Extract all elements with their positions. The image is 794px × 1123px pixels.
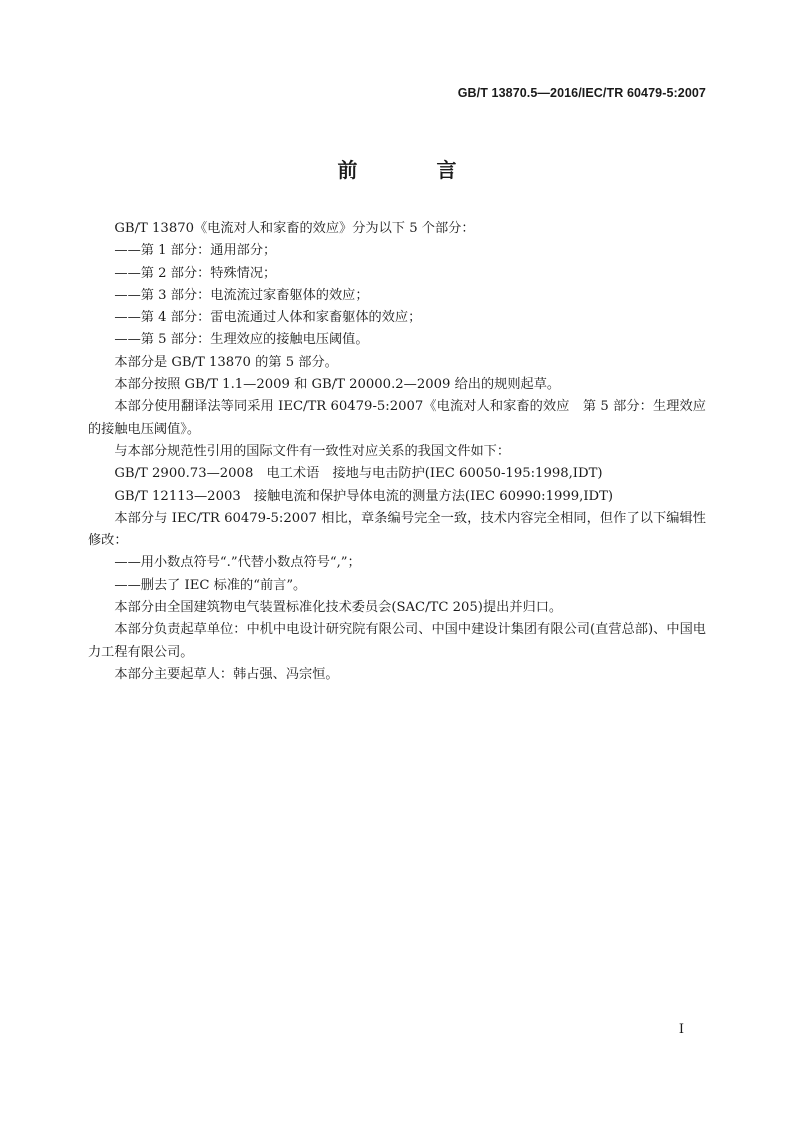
- paragraph-adoption: 本部分使用翻译法等同采用 IEC/TR 60479-5:2007《电流对人和家畜的效应 第 5 部分：生理效应的接触电压阈值》。: [88, 399, 706, 437]
- paragraph-proposer: 本部分由全国建筑物电气装置标准化技术委员会(SAC/TC 205)提出并归口。: [114, 600, 563, 616]
- paragraph-series-intro: GB/T 13870《电流对人和家畜的效应》分为以下 5 个部分：: [114, 221, 475, 236]
- paragraph-drafting-rules: 本部分按照 GB/T 1.1—2009 和 GB/T 20000.2—2009 给出的规则起草。: [114, 377, 561, 393]
- page-number: I: [678, 1022, 684, 1037]
- foreword-body: [88, 218, 706, 686]
- list-item-change-1: ——用小数点符号“.”代替小数点符号“,”；: [114, 555, 361, 571]
- list-item-part-2: ——第 2 部分：特殊情况；: [114, 265, 277, 281]
- paragraph-references-intro: 与本部分规范性引用的国际文件有一致性对应关系的我国文件如下：: [114, 443, 511, 459]
- reference-item-1: GB/T 2900.73—2008 电工术语 接地与电击防护(IEC 60050-195:1998,IDT): [114, 466, 603, 482]
- paragraph-part-statement: 本部分是 GB/T 13870 的第 5 部分。: [114, 354, 338, 370]
- list-item-part-3: ——第 3 部分：电流流过家畜躯体的效应；: [114, 287, 369, 303]
- standard-code-header: GB/T 13870.5—2016/IEC/TR 60479-5:2007: [457, 86, 706, 100]
- list-item-part-4: ——第 4 部分：雷电流通过人体和家畜躯体的效应；: [114, 310, 422, 326]
- list-item-part-5: ——第 5 部分：生理效应的接触电压阈值。: [114, 332, 369, 348]
- list-item-change-2: ——删去了 IEC 标准的“前言”。: [114, 577, 307, 593]
- paragraph-drafting-units: 本部分负责起草单位：中机中电设计研究院有限公司、中国中建设计集团有限公司(直营总部)、中国电力工程有限公司。: [88, 622, 706, 660]
- list-item-part-1: ——第 1 部分：通用部分；: [114, 243, 277, 259]
- paragraph-editorial-changes: 本部分与 IEC/TR 60479-5:2007 相比，章条编号完全一致，技术内容完全相同，但作了以下编辑性修改：: [88, 510, 706, 549]
- paragraph-drafters: 本部分主要起草人：韩占强、冯宗恒。: [114, 666, 339, 682]
- page-title: 前 言: [337, 158, 493, 182]
- reference-item-2: GB/T 12113—2003 接触电流和保护导体电流的测量方法(IEC 60990:1999,IDT): [114, 488, 614, 504]
